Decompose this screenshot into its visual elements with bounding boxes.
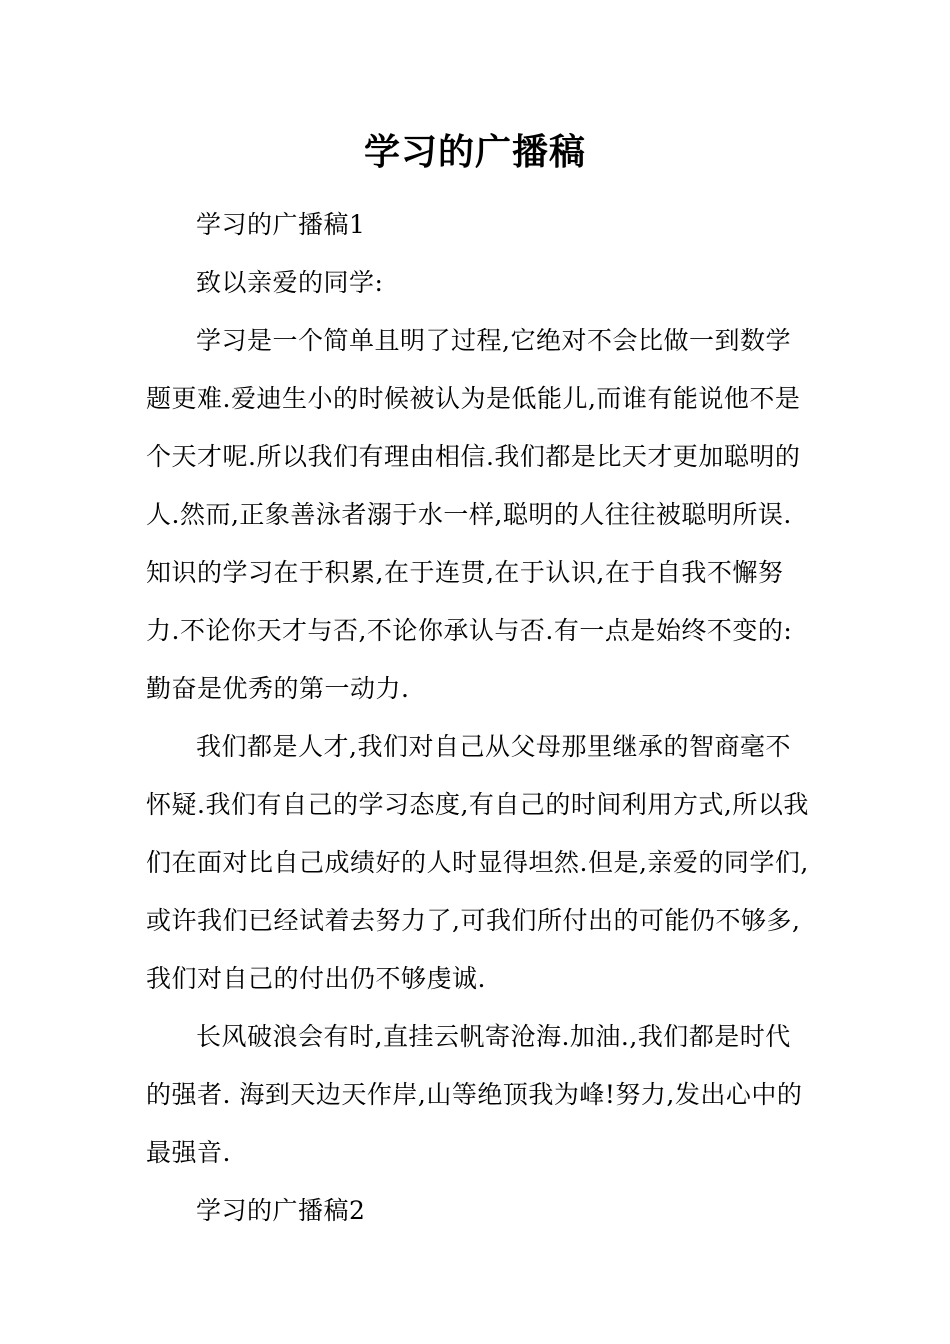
body-paragraph: 长风破浪会有时,直挂云帆寄沧海.加油.,我们都是时代的强者. 海到天边天作岸,山等绝顶我为峰!努力,发出心中的最强音. bbox=[146, 1022, 803, 1167]
document-title: 学习的广播稿 bbox=[363, 132, 586, 173]
body-paragraph: 我们都是人才,我们对自己从父母那里继承的智商毫不怀疑.我们有自己的学习态度,有自己的时间利用方式,所以我们在面对比自己成绩好的人时显得坦然.但是,亲爱的同学们,或许我们已经试着去努力了,可我们所付出的可能仍不够多,我们对自己的付出仍不够虔诚. bbox=[146, 732, 809, 993]
body-paragraph: 学习是一个简单且明了过程,它绝对不会比做一到数学题更难.爱迪生小的时候被认为是低能儿,而谁有能说他不是个天才呢.所以我们有理由相信.我们都是比天才更加聪明的人.然而,正象善泳者溺于水一样,聪明的人往往被聪明所误.知识的学习在于积累,在于连贯,在于认识,在于自我不懈努力.不论你天才与否,不论你承认与否.有一点是始终不变的:勤奋是优秀的第一动力. bbox=[146, 326, 801, 703]
section-heading: 学习的广播稿1 bbox=[196, 210, 366, 239]
document-body bbox=[146, 196, 810, 1240]
salutation: 致以亲爱的同学: bbox=[196, 268, 384, 297]
section-heading: 学习的广播稿2 bbox=[196, 1196, 366, 1225]
